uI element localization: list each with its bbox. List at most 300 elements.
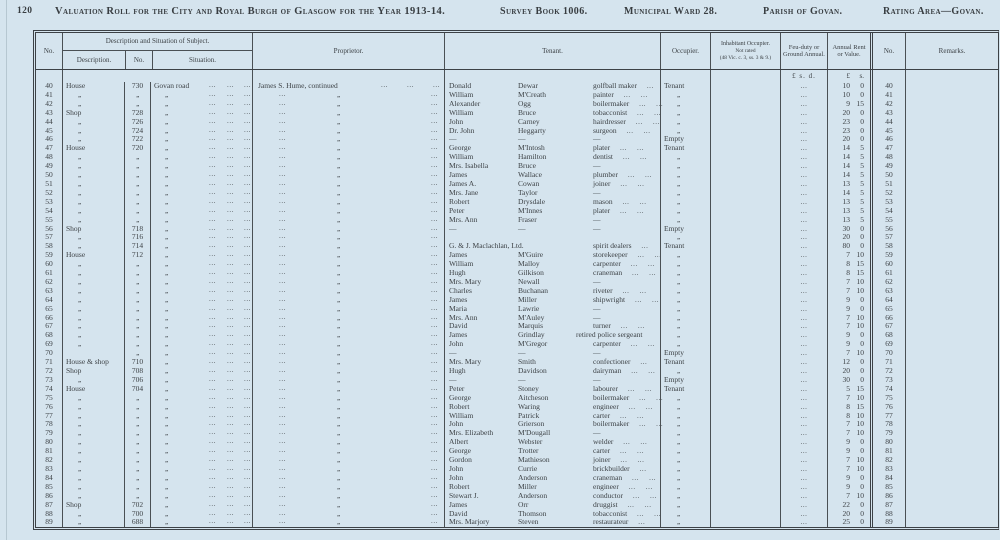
cell-feu-duty: ... bbox=[781, 162, 828, 171]
cell-feu-duty: ... bbox=[781, 412, 828, 421]
cell-no-right: 70 bbox=[873, 349, 906, 358]
cell-situation: ,, ... ... ... bbox=[151, 118, 253, 127]
cell-street-no: ,, bbox=[125, 474, 151, 483]
cell-occupier: ,, bbox=[661, 287, 711, 296]
cell-proprietor: ... ,, ... bbox=[253, 153, 445, 162]
cell-tenant-occupation: joiner ... ... bbox=[593, 178, 645, 188]
table-row bbox=[36, 510, 998, 519]
cell-occupier: Empty bbox=[661, 349, 711, 358]
cell-proprietor: ... ,, ... bbox=[253, 474, 445, 483]
cell-situation: ,, ... ... ... bbox=[151, 109, 253, 118]
header-annual-rent: Annual Rent or Value. bbox=[828, 33, 873, 69]
table-body bbox=[36, 82, 998, 527]
cell-street-no: ,, bbox=[125, 340, 151, 349]
cell-tenant-surname: M'Guire bbox=[518, 250, 544, 260]
cell-situation: ,, ... ... ... bbox=[151, 127, 253, 136]
cell-no-right: 58 bbox=[873, 242, 906, 251]
cell-inhabitant-occupier bbox=[711, 135, 781, 144]
cell-occupier: ,, bbox=[661, 260, 711, 269]
cell-street-no: ,, bbox=[125, 447, 151, 456]
cell-no-right: 88 bbox=[873, 510, 906, 519]
cell-street-no: ,, bbox=[125, 171, 151, 180]
cell-proprietor: ... ,, ... bbox=[253, 109, 445, 118]
cell-situation: ,, ... ... ... bbox=[151, 251, 253, 260]
page-title: Valuation Roll for the City and Royal Burgh of Glasgow for the Year 1913-14. bbox=[55, 6, 446, 17]
table-row bbox=[36, 438, 998, 447]
cell-no: 52 bbox=[36, 189, 63, 198]
table-row bbox=[36, 340, 998, 349]
cell-description: ,, bbox=[63, 429, 125, 438]
cell-description: ,, bbox=[63, 180, 125, 189]
cell-remarks bbox=[906, 100, 998, 109]
cell-proprietor: ... ,, ... bbox=[253, 180, 445, 189]
cell-situation: ,, ... ... ... bbox=[151, 225, 253, 234]
cell-description: ,, bbox=[63, 376, 125, 385]
table-row bbox=[36, 91, 998, 100]
cell-inhabitant-occupier bbox=[711, 518, 781, 527]
cell-street-no: ,, bbox=[125, 278, 151, 287]
cell-tenant bbox=[445, 331, 661, 340]
header-inhabitant-occupier: Inhabitant Occupier. Not rated (48 Vic. c. 3, ss. 3 & 9.) bbox=[711, 33, 781, 69]
cell-no-right: 53 bbox=[873, 198, 906, 207]
cell-tenant-surname: Wallace bbox=[518, 170, 542, 180]
cell-feu-duty: ... bbox=[781, 269, 828, 278]
cell-tenant-forename: Mrs. Mary bbox=[449, 276, 482, 286]
cell-description: ,, bbox=[63, 135, 125, 144]
cell-situation: ,, ... ... ... bbox=[151, 438, 253, 447]
cell-no-right: 51 bbox=[873, 180, 906, 189]
cell-tenant-surname: Anderson bbox=[518, 472, 548, 482]
cell-description: ,, bbox=[63, 447, 125, 456]
cell-no-right: 74 bbox=[873, 385, 906, 394]
cell-situation: ,, ... ... ... bbox=[151, 296, 253, 305]
cell-feu-duty: ... bbox=[781, 367, 828, 376]
cell-situation: ,, ... ... ... bbox=[151, 198, 253, 207]
cell-no-right: 86 bbox=[873, 492, 906, 501]
cell-rent: 13 5 bbox=[828, 207, 873, 216]
cell-rent: 7 10 bbox=[828, 278, 873, 287]
cell-occupier: Tenant bbox=[661, 385, 711, 394]
cell-no: 85 bbox=[36, 483, 63, 492]
header-feu-duty: Feu-duty or Ground Annual. bbox=[781, 33, 828, 69]
cell-inhabitant-occupier bbox=[711, 296, 781, 305]
cell-street-no: 700 bbox=[125, 510, 151, 519]
cell-rent: 9 0 bbox=[828, 483, 873, 492]
cell-rent: 9 0 bbox=[828, 296, 873, 305]
cell-occupier: Tenant bbox=[661, 358, 711, 367]
cell-no: 58 bbox=[36, 242, 63, 251]
cell-remarks bbox=[906, 127, 998, 136]
cell-street-no: ,, bbox=[125, 269, 151, 278]
cell-street-no: 728 bbox=[125, 109, 151, 118]
cell-inhabitant-occupier bbox=[711, 118, 781, 127]
cell-no: 50 bbox=[36, 171, 63, 180]
cell-feu-duty: ... bbox=[781, 420, 828, 429]
cell-tenant-occupation: mason ... ... bbox=[593, 196, 647, 206]
cell-tenant-occupation: craneman ... ... bbox=[593, 472, 657, 482]
cell-proprietor: James S. Hume, continued ... ... ... bbox=[253, 82, 445, 91]
cell-tenant-forename: Peter bbox=[449, 383, 465, 393]
cell-tenant-surname: Davidson bbox=[518, 366, 547, 375]
cell-tenant-forename: Dr. John bbox=[449, 125, 475, 135]
cell-tenant bbox=[445, 287, 661, 296]
cell-tenant-surname: Newall bbox=[518, 276, 540, 286]
cell-occupier: ,, bbox=[661, 100, 711, 109]
cell-feu-duty: ... bbox=[781, 127, 828, 136]
cell-occupier: ,, bbox=[661, 492, 711, 501]
rating-area-label: Rating Area—Govan. bbox=[883, 6, 984, 17]
table-row bbox=[36, 367, 998, 376]
table-row bbox=[36, 82, 998, 91]
table-row bbox=[36, 447, 998, 456]
cell-proprietor: ... ,, ... bbox=[253, 349, 445, 358]
cell-street-no: 722 bbox=[125, 135, 151, 144]
cell-no-right: 82 bbox=[873, 456, 906, 465]
cell-description: ,, bbox=[63, 394, 125, 403]
cell-tenant bbox=[445, 305, 661, 314]
cell-no: 77 bbox=[36, 412, 63, 421]
cell-situation: ,, ... ... ... bbox=[151, 510, 253, 519]
cell-tenant bbox=[445, 438, 661, 447]
cell-remarks bbox=[906, 91, 998, 100]
cell-feu-duty: ... bbox=[781, 403, 828, 412]
cell-no: 41 bbox=[36, 91, 63, 100]
table-row bbox=[36, 100, 998, 109]
cell-tenant-occupation: welder ... ... bbox=[593, 437, 648, 447]
cell-proprietor: ... ,, ... bbox=[253, 331, 445, 340]
cell-tenant-forename: William bbox=[449, 259, 474, 269]
cell-occupier: ,, bbox=[661, 233, 711, 242]
cell-no-right: 46 bbox=[873, 135, 906, 144]
cell-street-no: 712 bbox=[125, 251, 151, 260]
cell-tenant-occupation: druggist ... ... bbox=[593, 499, 652, 509]
cell-description: ,, bbox=[63, 269, 125, 278]
cell-remarks bbox=[906, 242, 998, 251]
cell-inhabitant-occupier bbox=[711, 91, 781, 100]
cell-street-no: ,, bbox=[125, 322, 151, 331]
cell-no-right: 79 bbox=[873, 429, 906, 438]
cell-rent: 30 0 bbox=[828, 225, 873, 234]
cell-tenant-surname: — bbox=[518, 374, 526, 384]
cell-feu-duty: ... bbox=[781, 501, 828, 510]
cell-remarks bbox=[906, 429, 998, 438]
cell-street-no: ,, bbox=[125, 438, 151, 447]
cell-rent: 13 5 bbox=[828, 180, 873, 189]
cell-remarks bbox=[906, 109, 998, 118]
cell-feu-duty: ... bbox=[781, 153, 828, 162]
cell-inhabitant-occupier bbox=[711, 314, 781, 323]
header-group-label: Description and Situation of Subject. bbox=[63, 33, 252, 51]
cell-feu-duty: ... bbox=[781, 233, 828, 242]
cell-no-right: 42 bbox=[873, 100, 906, 109]
cell-no: 79 bbox=[36, 429, 63, 438]
table-row bbox=[36, 518, 998, 527]
cell-description: ,, bbox=[63, 296, 125, 305]
cell-feu-duty: ... bbox=[781, 474, 828, 483]
cell-street-no: ,, bbox=[125, 429, 151, 438]
table-row bbox=[36, 322, 998, 331]
cell-no-right: 48 bbox=[873, 153, 906, 162]
cell-inhabitant-occupier bbox=[711, 153, 781, 162]
cell-no: 69 bbox=[36, 340, 63, 349]
cell-remarks bbox=[906, 269, 998, 278]
table-row bbox=[36, 412, 998, 421]
cell-rent: 5 15 bbox=[828, 385, 873, 394]
cell-remarks bbox=[906, 322, 998, 331]
cell-tenant-forename: James bbox=[449, 250, 468, 260]
cell-rent: 14 5 bbox=[828, 162, 873, 171]
cell-no-right: 64 bbox=[873, 296, 906, 305]
table-row bbox=[36, 109, 998, 118]
cell-situation: ,, ... ... ... bbox=[151, 474, 253, 483]
cell-occupier: ,, bbox=[661, 331, 711, 340]
cell-remarks bbox=[906, 251, 998, 260]
cell-occupier: ,, bbox=[661, 420, 711, 429]
cell-situation: ,, ... ... ... bbox=[151, 171, 253, 180]
table-row bbox=[36, 189, 998, 198]
cell-description: ,, bbox=[63, 100, 125, 109]
cell-tenant-forename: John bbox=[449, 463, 464, 473]
table-row bbox=[36, 251, 998, 260]
cell-tenant-occupation: — bbox=[593, 428, 601, 438]
cell-proprietor: ... ,, ... bbox=[253, 251, 445, 260]
cell-occupier: Tenant bbox=[661, 82, 711, 91]
cell-tenant-occupation: — bbox=[593, 312, 601, 322]
cell-situation: ,, ... ... ... bbox=[151, 135, 253, 144]
cell-tenant-forename: David bbox=[449, 508, 468, 518]
cell-tenant-surname: — bbox=[518, 348, 526, 358]
cell-street-no: ,, bbox=[125, 492, 151, 501]
cell-tenant-occupation: boilermaker ... ... bbox=[593, 419, 664, 429]
cell-proprietor: ... ,, ... bbox=[253, 216, 445, 225]
cell-description: ,, bbox=[63, 118, 125, 127]
cell-rent: 20 0 bbox=[828, 135, 873, 144]
cell-tenant-surname: Orr bbox=[518, 499, 529, 509]
cell-inhabitant-occupier bbox=[711, 447, 781, 456]
cell-feu-duty: ... bbox=[781, 118, 828, 127]
cell-rent: 9 0 bbox=[828, 305, 873, 314]
cell-remarks bbox=[906, 162, 998, 171]
cell-tenant bbox=[445, 135, 661, 144]
cell-remarks bbox=[906, 403, 998, 412]
cell-no-right: 66 bbox=[873, 314, 906, 323]
cell-description: House bbox=[63, 144, 125, 153]
cell-occupier: ,, bbox=[661, 465, 711, 474]
municipal-ward-label: Municipal Ward 28. bbox=[624, 6, 718, 17]
cell-proprietor: ... ,, ... bbox=[253, 171, 445, 180]
cell-feu-duty: ... bbox=[781, 296, 828, 305]
table-row bbox=[36, 180, 998, 189]
cell-rent: 14 5 bbox=[828, 153, 873, 162]
cell-occupier: ,, bbox=[661, 412, 711, 421]
cell-feu-duty: ... bbox=[781, 216, 828, 225]
cell-tenant-surname: Lawrie bbox=[518, 303, 540, 313]
cell-tenant-surname: Currie bbox=[518, 463, 538, 473]
cell-rent: 30 0 bbox=[828, 376, 873, 385]
cell-tenant-forename: George bbox=[449, 392, 471, 402]
cell-tenant-occupation: brickbuilder ... bbox=[593, 463, 647, 473]
cell-tenant-occupation: carpenter ... ... bbox=[593, 259, 655, 269]
cell-street-no: ,, bbox=[125, 287, 151, 296]
cell-rent: 7 10 bbox=[828, 314, 873, 323]
cell-tenant-surname: Mathieson bbox=[518, 455, 550, 465]
cell-proprietor: ... ,, ... bbox=[253, 314, 445, 323]
cell-situation: ,, ... ... ... bbox=[151, 287, 253, 296]
cell-no-right: 49 bbox=[873, 162, 906, 171]
cell-no: 40 bbox=[36, 82, 63, 91]
cell-street-no: 688 bbox=[125, 518, 151, 527]
cell-occupier: ,, bbox=[661, 501, 711, 510]
cell-tenant-surname: Bruce bbox=[518, 107, 536, 117]
cell-no-right: 54 bbox=[873, 207, 906, 216]
cell-tenant bbox=[445, 127, 661, 136]
cell-tenant-forename: John bbox=[449, 472, 464, 482]
cell-inhabitant-occupier bbox=[711, 331, 781, 340]
cell-proprietor: ... ,, ... bbox=[253, 127, 445, 136]
cell-situation: ,, ... ... ... bbox=[151, 385, 253, 394]
cell-inhabitant-occupier bbox=[711, 340, 781, 349]
cell-no-right: 40 bbox=[873, 82, 906, 91]
cell-street-no: ,, bbox=[125, 180, 151, 189]
cell-feu-duty: ... bbox=[781, 180, 828, 189]
cell-tenant-occupation: dairyman ... ... bbox=[593, 366, 656, 375]
cell-remarks bbox=[906, 82, 998, 91]
cell-situation: ,, ... ... ... bbox=[151, 269, 253, 278]
cell-tenant bbox=[445, 492, 661, 501]
table-row bbox=[36, 465, 998, 474]
cell-tenant-occupation: riveter ... ... bbox=[593, 285, 647, 295]
cell-tenant-occupation: shipwright ... ... bbox=[593, 294, 660, 304]
cell-description: ,, bbox=[63, 403, 125, 412]
cell-feu-duty: ... bbox=[781, 376, 828, 385]
cell-rent: 9 0 bbox=[828, 331, 873, 340]
cell-rent: 23 0 bbox=[828, 127, 873, 136]
cell-feu-duty: ... bbox=[781, 331, 828, 340]
cell-street-no: ,, bbox=[125, 260, 151, 269]
cell-tenant-forename: James bbox=[449, 170, 468, 180]
cell-no: 45 bbox=[36, 127, 63, 136]
cell-proprietor: ... ,, ... bbox=[253, 465, 445, 474]
cell-tenant-forename: William bbox=[449, 107, 474, 117]
cell-feu-duty: ... bbox=[781, 492, 828, 501]
cell-rent: 7 10 bbox=[828, 429, 873, 438]
cell-remarks bbox=[906, 340, 998, 349]
cell-tenant bbox=[445, 189, 661, 198]
cell-tenant-surname: Miller bbox=[518, 294, 537, 304]
cell-situation: ,, ... ... ... bbox=[151, 420, 253, 429]
cell-inhabitant-occupier bbox=[711, 180, 781, 189]
cell-tenant bbox=[445, 216, 661, 225]
cell-description: ,, bbox=[63, 465, 125, 474]
cell-street-no: 710 bbox=[125, 358, 151, 367]
cell-street-no: ,, bbox=[125, 153, 151, 162]
cell-remarks bbox=[906, 260, 998, 269]
cell-tenant-forename: — bbox=[449, 223, 457, 233]
cell-occupier: ,, bbox=[661, 91, 711, 100]
cell-no-right: 67 bbox=[873, 322, 906, 331]
cell-no-right: 76 bbox=[873, 403, 906, 412]
cell-street-no: 714 bbox=[125, 242, 151, 251]
cell-occupier: ,, bbox=[661, 314, 711, 323]
table-row bbox=[36, 474, 998, 483]
cell-no-right: 52 bbox=[873, 189, 906, 198]
cell-no: 63 bbox=[36, 287, 63, 296]
cell-proprietor: ... ,, ... bbox=[253, 305, 445, 314]
cell-tenant-forename: Mrs. Isabella bbox=[449, 161, 489, 171]
cell-tenant bbox=[445, 314, 661, 323]
cell-situation: ,, ... ... ... bbox=[151, 91, 253, 100]
cell-proprietor: ... ,, ... bbox=[253, 340, 445, 349]
table-row bbox=[36, 331, 998, 340]
cell-remarks bbox=[906, 189, 998, 198]
cell-inhabitant-occupier bbox=[711, 82, 781, 91]
cell-inhabitant-occupier bbox=[711, 474, 781, 483]
cell-tenant-forename: Mrs. Marjory bbox=[449, 517, 490, 527]
cell-rent: 14 5 bbox=[828, 171, 873, 180]
cell-tenant-occupation: — bbox=[593, 276, 601, 286]
cell-tenant bbox=[445, 278, 661, 287]
cell-no: 42 bbox=[36, 100, 63, 109]
cell-rent: 80 0 bbox=[828, 242, 873, 251]
cell-tenant bbox=[445, 171, 661, 180]
cell-tenant bbox=[445, 429, 661, 438]
cell-feu-duty: ... bbox=[781, 518, 828, 527]
cell-occupier: ,, bbox=[661, 403, 711, 412]
cell-remarks bbox=[906, 305, 998, 314]
cell-description: ,, bbox=[63, 127, 125, 136]
cell-street-no: ,, bbox=[125, 394, 151, 403]
cell-description: ,, bbox=[63, 260, 125, 269]
cell-feu-duty: ... bbox=[781, 429, 828, 438]
cell-tenant-surname: Dewar bbox=[518, 81, 538, 90]
cell-situation: ,, ... ... ... bbox=[151, 180, 253, 189]
cell-remarks bbox=[906, 474, 998, 483]
cell-description: ,, bbox=[63, 287, 125, 296]
cell-street-no: ,, bbox=[125, 403, 151, 412]
cell-street-no: 718 bbox=[125, 225, 151, 234]
cell-inhabitant-occupier bbox=[711, 242, 781, 251]
cell-occupier: ,, bbox=[661, 162, 711, 171]
cell-tenant-surname: Grindlay bbox=[518, 330, 545, 340]
cell-street-no: ,, bbox=[125, 189, 151, 198]
cell-no-right: 62 bbox=[873, 278, 906, 287]
cell-description: ,, bbox=[63, 518, 125, 527]
valuation-table bbox=[33, 30, 999, 530]
cell-no-right: 73 bbox=[873, 376, 906, 385]
cell-no-right: 50 bbox=[873, 171, 906, 180]
cell-inhabitant-occupier bbox=[711, 100, 781, 109]
cell-remarks bbox=[906, 465, 998, 474]
cell-proprietor: ... ,, ... bbox=[253, 135, 445, 144]
cell-remarks bbox=[906, 385, 998, 394]
cell-street-no: ,, bbox=[125, 314, 151, 323]
cell-description: Shop bbox=[63, 225, 125, 234]
cell-situation: ,, ... ... ... bbox=[151, 349, 253, 358]
header-no-left: No. bbox=[36, 33, 63, 69]
cell-no: 80 bbox=[36, 438, 63, 447]
table-row bbox=[36, 127, 998, 136]
cell-feu-duty: ... bbox=[781, 394, 828, 403]
cell-proprietor: ... ,, ... bbox=[253, 242, 445, 251]
cell-no: 76 bbox=[36, 403, 63, 412]
cell-situation: ,, ... ... ... bbox=[151, 207, 253, 216]
cell-tenant bbox=[445, 144, 661, 153]
cell-situation: ,, ... ... ... bbox=[151, 305, 253, 314]
cell-no: 81 bbox=[36, 447, 63, 456]
cell-description: ,, bbox=[63, 456, 125, 465]
cell-inhabitant-occupier bbox=[711, 456, 781, 465]
cell-occupier: Tenant bbox=[661, 144, 711, 153]
